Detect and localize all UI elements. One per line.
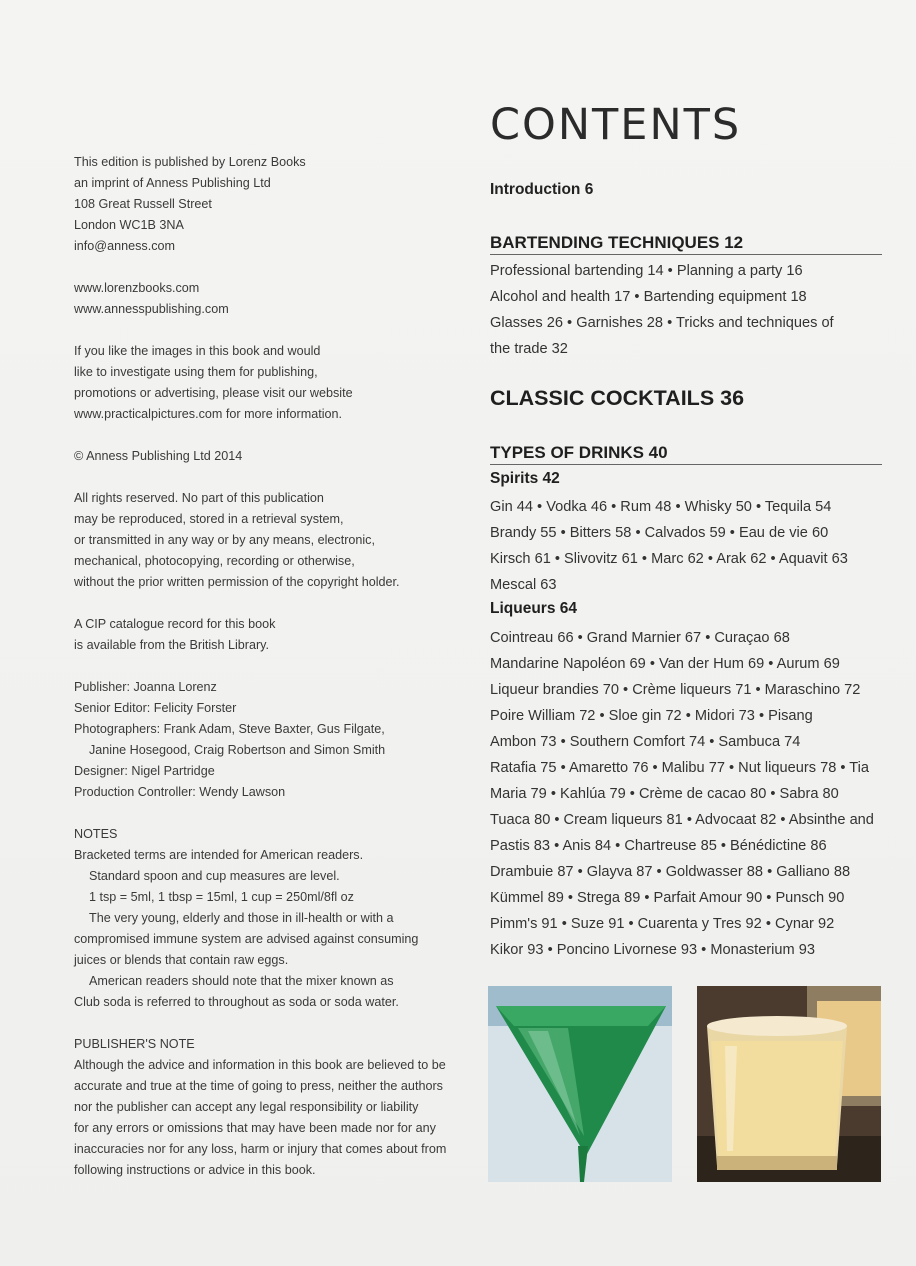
contents-title: CONTENTS — [490, 100, 742, 150]
notes-line: Standard spoon and cup measures are level. — [89, 869, 340, 883]
images-line: promotions or advertising, please visit our website — [74, 386, 353, 400]
notes — [74, 824, 459, 1013]
contents-column — [490, 100, 882, 958]
toc-line: Maria 79 • Kahlúa 79 • Crème de cacao 80 • Sabra 80 — [490, 786, 839, 802]
publishers-note-heading: PUBLISHER'S NOTE — [74, 1037, 195, 1051]
green-cocktail-photo — [488, 986, 672, 1182]
credits — [74, 677, 459, 803]
publishers-note-line: inaccuracies nor for any loss, harm or injury that comes about from — [74, 1142, 447, 1156]
toc-line: Glasses 26 • Garnishes 28 • Tricks and techniques of — [490, 315, 834, 331]
publishers-note — [74, 1034, 459, 1181]
copyright-notice — [74, 446, 459, 467]
toc-line: Drambuie 87 • Glayva 87 • Goldwasser 88 • Galliano 88 — [490, 864, 851, 880]
toc-line: Gin 44 • Vodka 46 • Rum 48 • Whisky 50 • Tequila 54 — [490, 499, 832, 515]
websites — [74, 278, 459, 320]
toc-line: Professional bartending 14 • Planning a party 16 — [490, 263, 803, 279]
toc-line: Liqueur brandies 70 • Crème liqueurs 71 • Maraschino 72 — [490, 682, 861, 698]
rights-line: may be reproduced, stored in a retrieval system, — [74, 512, 344, 526]
credit-production: Production Controller: Wendy Lawson — [74, 785, 286, 799]
toc-line: the trade 32 — [490, 341, 568, 357]
notes-line: American readers should note that the mixer known as — [89, 974, 394, 988]
toc-line: Brandy 55 • Bitters 58 • Calvados 59 • Eau de vie 60 — [490, 525, 829, 541]
notes-line: compromised immune system are advised against consuming — [74, 932, 419, 946]
toc-liqueurs-heading: Liqueurs 64 — [490, 600, 577, 617]
cip-notice — [74, 614, 459, 656]
toc-bartending-entries — [490, 258, 882, 362]
toc-bartending-heading: BARTENDING TECHNIQUES 12 — [490, 233, 882, 255]
toc-spirits-entries — [490, 494, 882, 598]
credit-publisher: Publisher: Joanna Lorenz — [74, 680, 217, 694]
address-line: London WC1B 3NA — [74, 218, 184, 232]
notes-line: juices or blends that contain raw eggs. — [74, 953, 289, 967]
cip-line: A CIP catalogue record for this book — [74, 617, 276, 631]
email-line: info@anness.com — [74, 239, 175, 253]
rights-line: or transmitted in any way or by any means, electronic, — [74, 533, 375, 547]
toc-line: Pimm's 91 • Suze 91 • Cuarenta y Tres 92 • Cynar 92 — [490, 916, 835, 932]
publisher-address — [74, 152, 459, 257]
toc-line: Mandarine Napoléon 69 • Van der Hum 69 • Aurum 69 — [490, 656, 840, 672]
rights-notice — [74, 488, 459, 593]
toc-liqueurs-entries — [490, 625, 882, 963]
rights-line: All rights reserved. No part of this publication — [74, 491, 324, 505]
copyright-line: © Anness Publishing Ltd 2014 — [74, 449, 243, 463]
toc-line: Poire William 72 • Sloe gin 72 • Midori 73 • Pisang — [490, 708, 813, 724]
toc-line: Kirsch 61 • Slivovitz 61 • Marc 62 • Arak 62 • Aquavit 63 — [490, 551, 848, 567]
publishers-note-line: Although the advice and information in this book are believed to be — [74, 1058, 446, 1072]
website-line: www.annesspublishing.com — [74, 302, 229, 316]
address-line: an imprint of Anness Publishing Ltd — [74, 176, 271, 190]
notes-heading: NOTES — [74, 827, 118, 841]
notes-line: 1 tsp = 5ml, 1 tbsp = 15ml, 1 cup = 250ml/8fl oz — [89, 890, 354, 904]
notes-line: Club soda is referred to throughout as soda or soda water. — [74, 995, 399, 1009]
cip-line: is available from the British Library. — [74, 638, 270, 652]
toc-line: Ratafia 75 • Amaretto 76 • Malibu 77 • Nut liqueurs 78 • Tia — [490, 760, 869, 776]
toc-introduction: Introduction 6 — [490, 181, 594, 198]
publishers-note-line: for any errors or omissions that may have been made nor for any — [74, 1121, 436, 1135]
credit-photographers: Photographers: Frank Adam, Steve Baxter, Gus Filgate, — [74, 722, 385, 736]
images-line: www.practicalpictures.com for more information. — [74, 407, 343, 421]
images-line: like to investigate using them for publishing, — [74, 365, 318, 379]
rights-line: without the prior written permission of the copyright holder. — [74, 575, 400, 589]
toc-line: Mescal 63 — [490, 577, 557, 593]
toc-line: Tuaca 80 • Cream liqueurs 81 • Advocaat 82 • Absinthe and — [490, 812, 874, 828]
toc-line: Ambon 73 • Southern Comfort 74 • Sambuca 74 — [490, 734, 801, 750]
rights-line: mechanical, photocopying, recording or otherwise, — [74, 554, 355, 568]
toc-types-heading: TYPES OF DRINKS 40 — [490, 443, 882, 465]
publishers-note-line: accurate and true at the time of going to press, neither the authors — [74, 1079, 443, 1093]
notes-line: Bracketed terms are intended for American readers. — [74, 848, 364, 862]
address-line: 108 Great Russell Street — [74, 197, 212, 211]
images-line: If you like the images in this book and would — [74, 344, 321, 358]
images-notice — [74, 341, 459, 425]
toc-line: Kikor 93 • Poncino Livornese 93 • Monasterium 93 — [490, 942, 815, 958]
publishers-note-line: nor the publisher can accept any legal responsibility or liability — [74, 1100, 419, 1114]
toc-line: Kümmel 89 • Strega 89 • Parfait Amour 90 • Punsch 90 — [490, 890, 845, 906]
credit-designer: Designer: Nigel Partridge — [74, 764, 215, 778]
toc-line: Alcohol and health 17 • Bartending equipment 18 — [490, 289, 807, 305]
toc-spirits-heading: Spirits 42 — [490, 470, 560, 487]
address-line: This edition is published by Lorenz Books — [74, 155, 306, 169]
credit-senior-editor: Senior Editor: Felicity Forster — [74, 701, 237, 715]
toc-line: Pastis 83 • Anis 84 • Chartreuse 85 • Bénédictine 86 — [490, 838, 827, 854]
toc-line: Cointreau 66 • Grand Marnier 67 • Curaçao 68 — [490, 630, 790, 646]
website-line: www.lorenzbooks.com — [74, 281, 200, 295]
notes-line: The very young, elderly and those in ill-health or with a — [89, 911, 394, 925]
publishers-note-line: following instructions or advice in this book. — [74, 1163, 316, 1177]
imprint-column — [74, 152, 459, 1181]
credit-photographers-cont: Janine Hosegood, Craig Robertson and Simon Smith — [89, 743, 386, 757]
sour-cocktail-photo — [697, 986, 881, 1182]
toc-classic-cocktails: CLASSIC COCKTAILS 36 — [490, 386, 745, 410]
